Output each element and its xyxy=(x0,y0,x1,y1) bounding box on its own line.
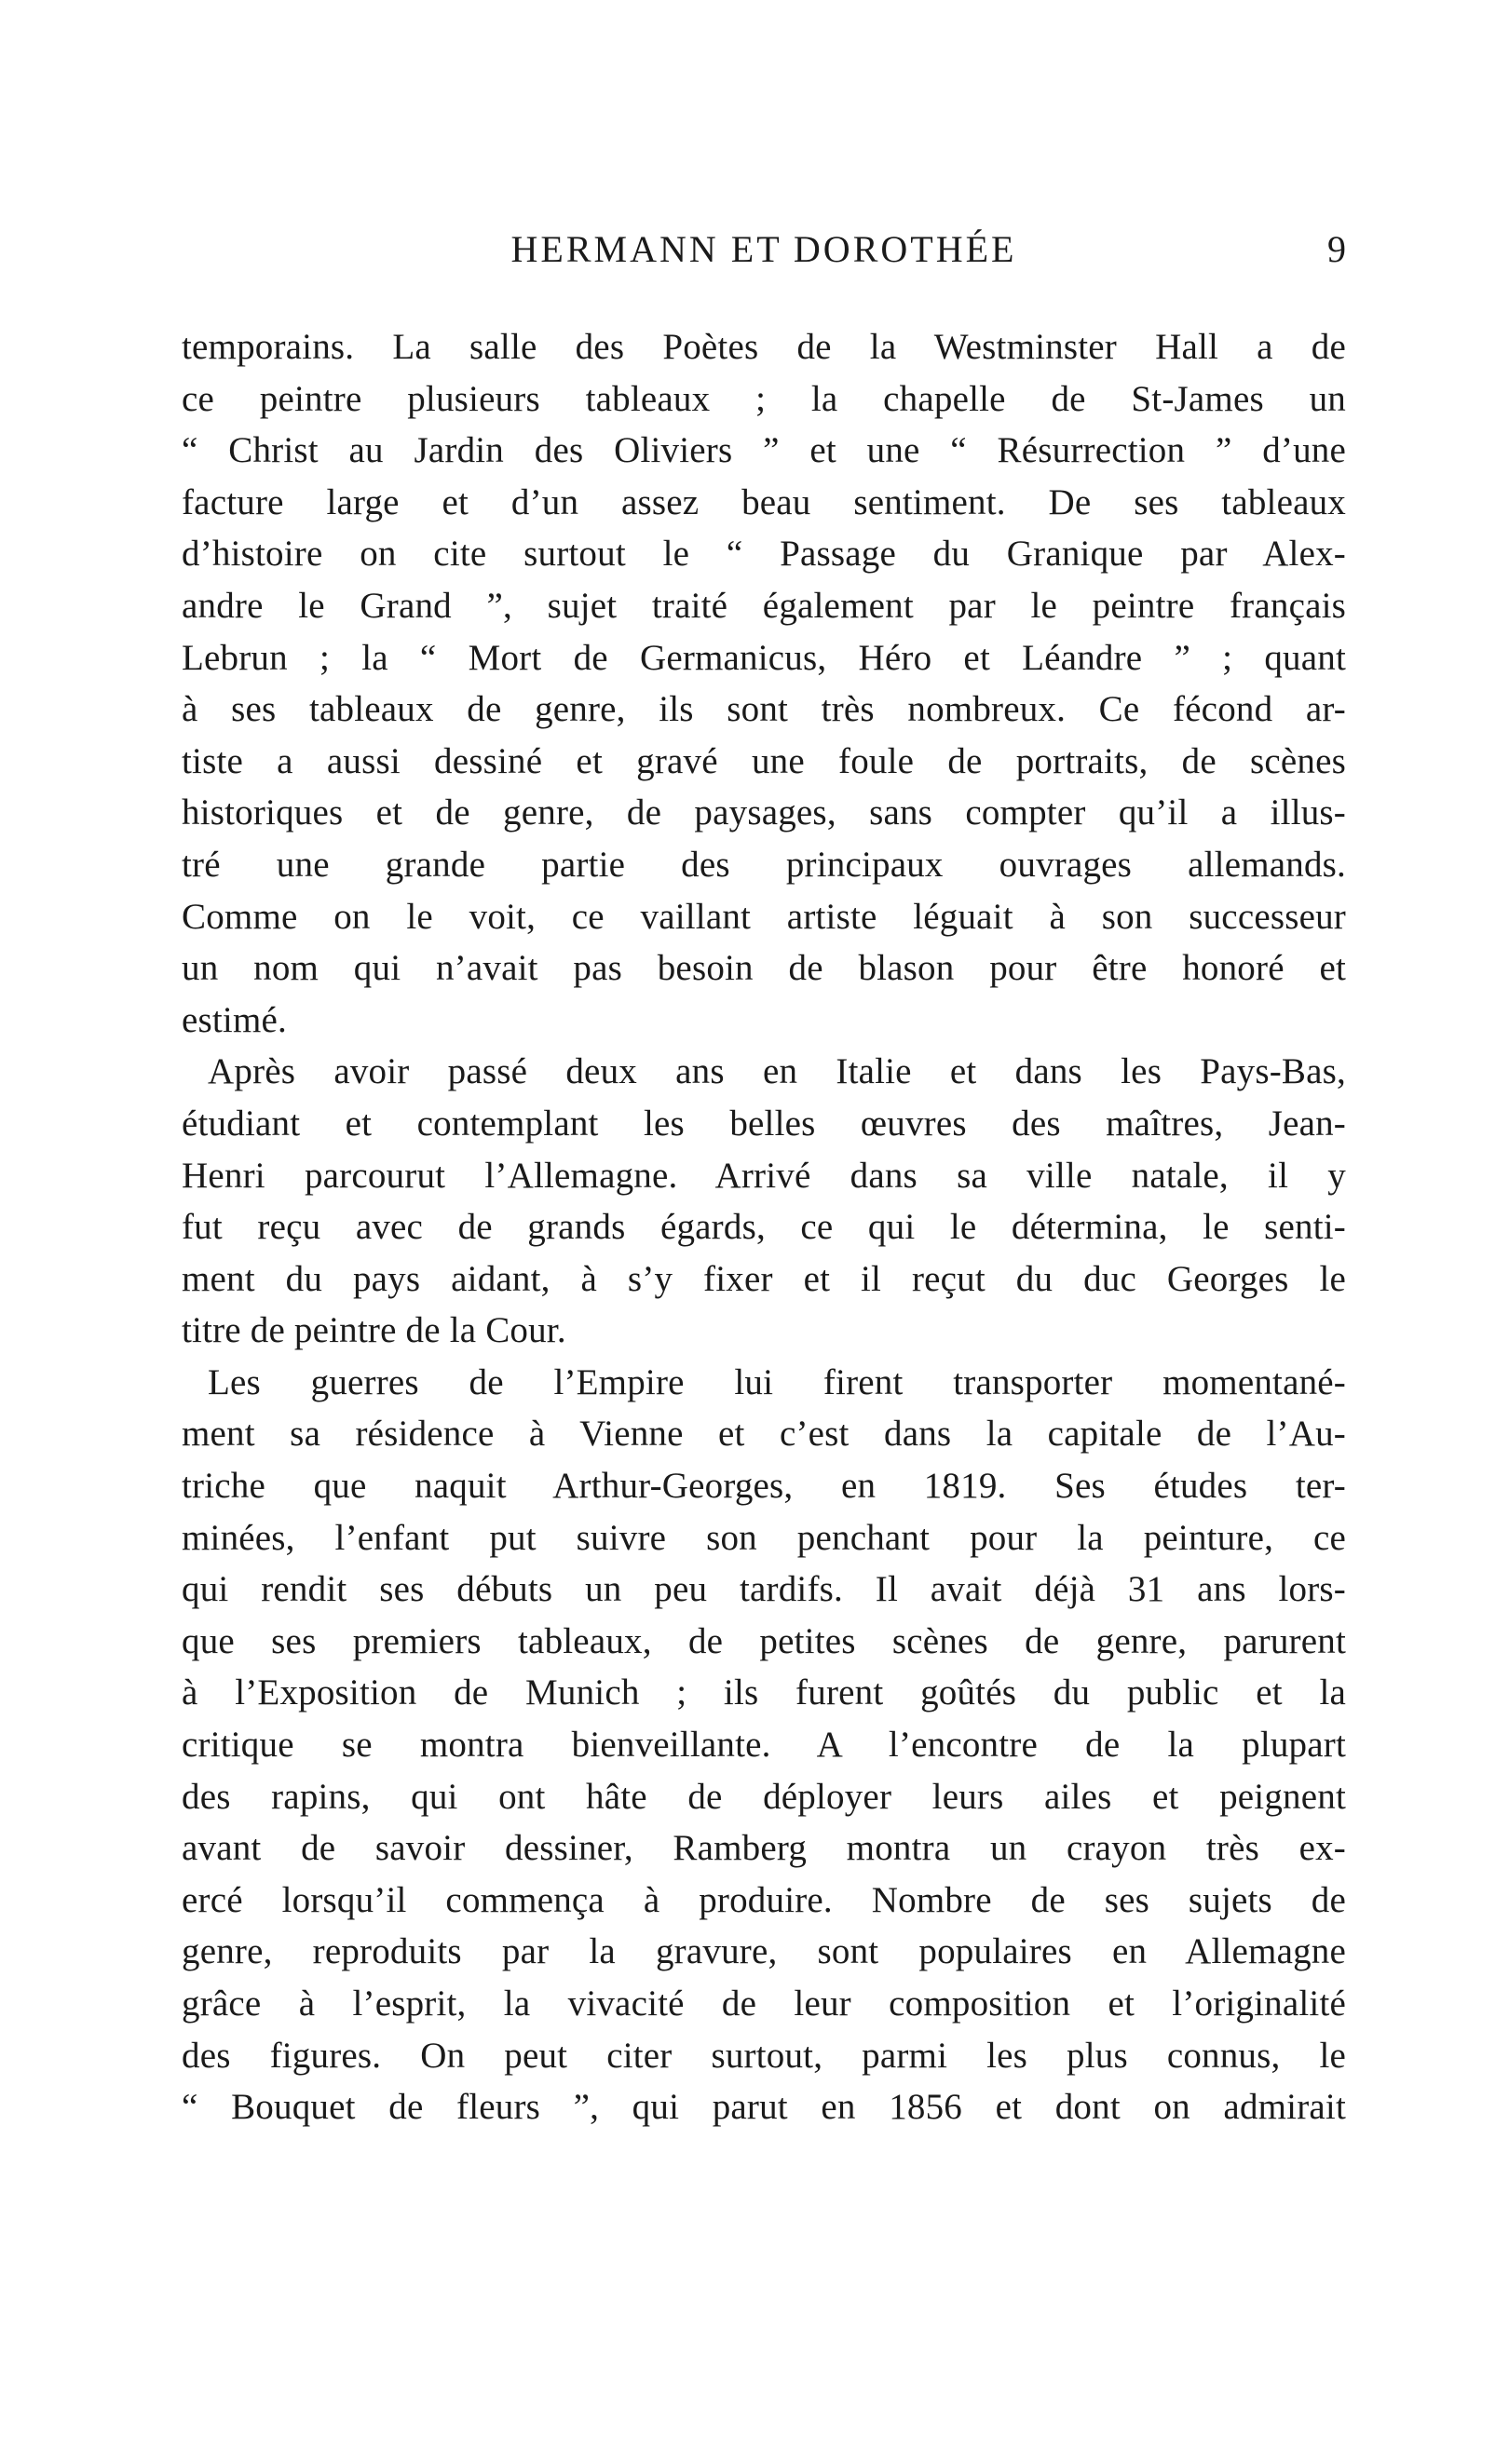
text-line: à l’Exposition de Munich ; ils furent goûtés du public et la xyxy=(182,1672,1346,1713)
text-line: des figures. On peut citer surtout, parmi les plus connus, le xyxy=(182,2035,1346,2076)
text-line: tiste a aussi dessiné et gravé une foule de portraits, de scènes xyxy=(182,740,1346,781)
text-line: minées, l’enfant put suivre son penchant pour la peinture, ce xyxy=(182,1517,1346,1558)
text-line: ercé lorsqu’il commença à produire. Nombre de ses sujets de xyxy=(182,1879,1346,1920)
running-header xyxy=(182,222,1346,278)
text-line: Comme on le voit, ce vaillant artiste léguait à son successeur xyxy=(182,896,1346,937)
text-line: “ Bouquet de fleurs ”, qui parut en 1856 et dont on admirait xyxy=(182,2087,1346,2128)
text-line: d’histoire on cite surtout le “ Passage du Granique par Alex- xyxy=(182,534,1346,575)
text-line: Lebrun ; la “ Mort de Germanicus, Héro et Léandre ” ; quant xyxy=(182,637,1346,678)
text-line: ment du pays aidant, à s’y fixer et il reçut du duc Georges le xyxy=(182,1258,1346,1299)
text-line: critique se montra bienveillante. A l’encontre de la plupart xyxy=(182,1725,1346,1766)
text-line: “ Christ au Jardin des Oliviers ” et une “ Résurrection ” d’une xyxy=(182,430,1346,471)
text-line: estimé. xyxy=(182,999,287,1040)
text-line: facture large et d’un assez beau sentiment. De ses tableaux xyxy=(182,481,1346,522)
text-line: Après avoir passé deux ans en Italie et dans les Pays-Bas, xyxy=(208,1051,1346,1092)
text-line: à ses tableaux de genre, ils sont très nombreux. Ce fécond ar- xyxy=(182,689,1346,730)
text-line: des rapins, qui ont hâte de déployer leurs ailes et peignent xyxy=(182,1776,1346,1817)
text-line: historiques et de genre, de paysages, sans compter qu’il a illus- xyxy=(182,792,1346,833)
text-line: fut reçu avec de grands égards, ce qui le détermina, le senti- xyxy=(182,1207,1346,1248)
text-line: grâce à l’esprit, la vivacité de leur composition et l’originalité xyxy=(182,1983,1346,2024)
paragraph-1 xyxy=(182,321,1346,1046)
body-text xyxy=(182,321,1346,2133)
text-line: andre le Grand ”, sujet traité également par le peintre français xyxy=(182,585,1346,626)
text-line: temporains. La salle des Poètes de la Westminster Hall a de xyxy=(182,327,1346,367)
text-line: avant de savoir dessiner, Ramberg montra un crayon très ex- xyxy=(182,1828,1346,1869)
text-line: triche que naquit Arthur-Georges, en 1819. Ses études ter- xyxy=(182,1466,1346,1507)
text-line: ment sa résidence à Vienne et c’est dans la capitale de l’Au- xyxy=(182,1414,1346,1455)
paragraph-2 xyxy=(182,1046,1346,1357)
paragraph-3 xyxy=(182,1357,1346,2133)
text-line: ce peintre plusieurs tableaux ; la chapelle de St-James un xyxy=(182,378,1346,419)
text-line: Henri parcourut l’Allemagne. Arrivé dans sa ville natale, il y xyxy=(182,1155,1346,1196)
text-line: Les guerres de l’Empire lui firent transporter momentané- xyxy=(208,1361,1346,1402)
text-line: que ses premiers tableaux, de petites scènes de genre, parurent xyxy=(182,1620,1346,1661)
text-line: genre, reproduits par la gravure, sont populaires en Allemagne xyxy=(182,1931,1346,1972)
running-title: HERMANN ET DOROTHÉE xyxy=(510,228,1017,270)
text-line: un nom qui n’avait pas besoin de blason pour être honoré et xyxy=(182,948,1346,989)
text-line: qui rendit ses débuts un peu tardifs. Il avait déjà 31 ans lors- xyxy=(182,1569,1346,1610)
text-line: titre de peintre de la Cour. xyxy=(182,1310,566,1351)
text-line: tré une grande partie des principaux ouvrages allemands. xyxy=(182,844,1346,885)
page-number: 9 xyxy=(1327,228,1346,270)
text-line: étudiant et contemplant les belles œuvres des maîtres, Jean- xyxy=(182,1103,1346,1144)
